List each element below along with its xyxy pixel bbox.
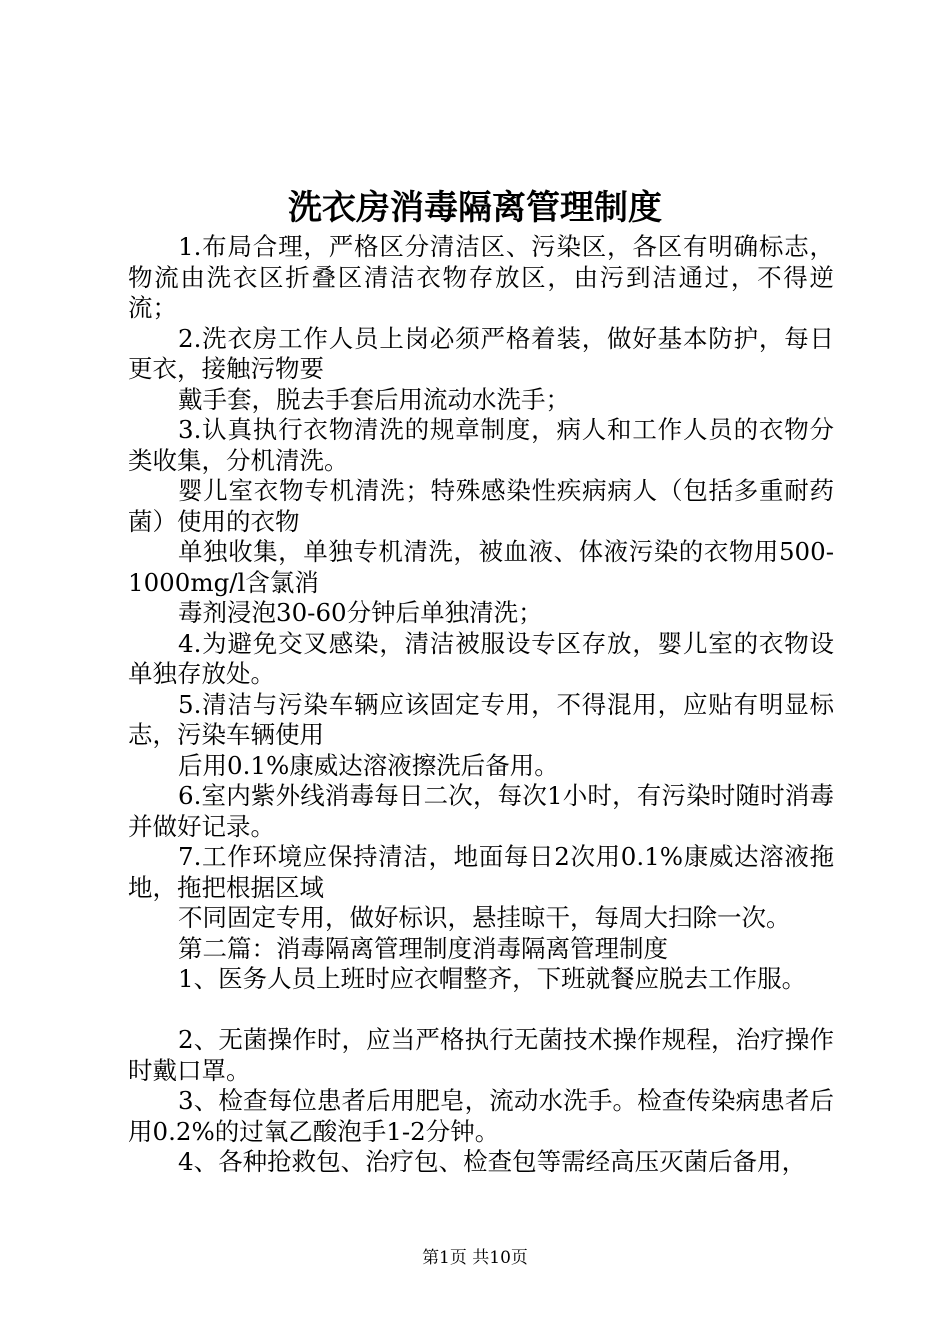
paragraph-17: 3、检查每位患者后用肥皂，流动水洗手。检查传染病患者后用0.2%的过氧乙酸泡手1-2分钟。 [128,1086,834,1146]
paragraph-10: 后用0.1%康威达溶液擦洗后备用。 [178,750,559,780]
paragraph-1: 1.布局合理，严格区分清洁区、污染区，各区有明确标志，物流由洗衣区折叠区清洁衣物存放区，由污到洁通过，不得逆流； [128,232,834,322]
paragraph-5: 婴儿室衣物专机清洗；特殊感染性疾病病人（包括多重耐药菌）使用的衣物 [128,476,834,536]
document-title: 洗衣房消毒隔离管理制度 [288,188,662,228]
paragraph-12: 7.工作环境应保持清洁，地面每日2次用0.1%康威达溶液拖地，拖把根据区域 [128,842,834,902]
paragraph-6: 单独收集，单独专机清洗，被血液、体液污染的衣物用500-1000mg/l含氯消 [128,537,834,597]
section-heading: 第二篇：消毒隔离管理制度消毒隔离管理制度 [178,933,668,963]
paragraph-9: 5.清洁与污染车辆应该固定专用，不得混用，应贴有明显标志，污染车辆使用 [128,689,834,749]
paragraph-15: 1、医务人员上班时应衣帽整齐，下班就餐应脱去工作服。 [178,964,807,993]
paragraph-7: 毒剂浸泡30-60分钟后单独清洗； [178,598,543,627]
paragraph-16: 2、无菌操作时，应当严格执行无菌技术操作规程，治疗操作时戴口罩。 [128,1025,834,1085]
paragraph-11: 6.室内紫外线消毒每日二次，每次1小时，有污染时随时消毒并做好记录。 [128,781,834,841]
paragraph-13: 不同固定专用，做好标识，悬挂晾干，每周大扫除一次。 [178,903,791,932]
paragraph-4: 3.认真执行衣物清洗的规章制度，病人和工作人员的衣物分类收集，分机清洗。 [128,415,834,475]
paragraph-18: 4、各种抢救包、治疗包、检查包等需经高压灭菌后备用， [178,1147,807,1176]
paragraph-3: 戴手套，脱去手套后用流动水洗手； [178,384,570,414]
paragraph-2: 2.洗衣房工作人员上岗必须严格着装，做好基本防护，每日更衣，接触污物要 [128,323,834,383]
document-body [128,232,834,1178]
page-footer: 第1页 共10页 [422,1248,528,1268]
paragraph-8: 4.为避免交叉感染，清洁被服设专区存放，婴儿室的衣物设单独存放处。 [128,628,834,688]
